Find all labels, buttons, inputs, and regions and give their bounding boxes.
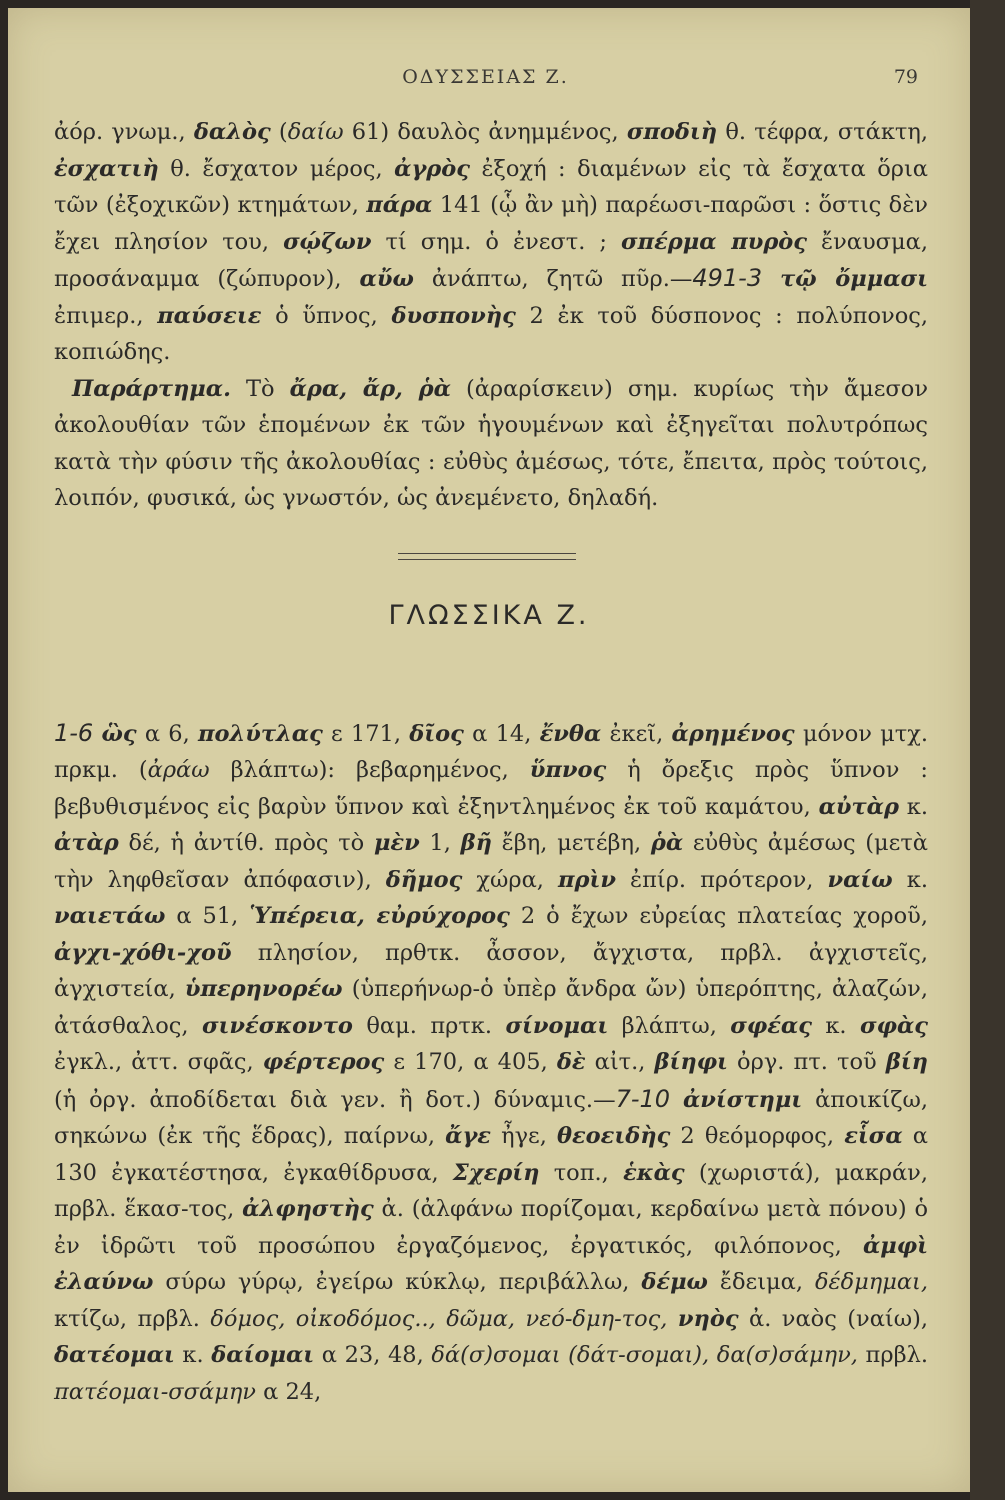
headword: σπέρμα πυρὸς — [621, 228, 807, 255]
text-run: ἔναυσμα, προσάναμμα (ζώπυρον), — [54, 228, 928, 292]
headword: σφέας — [730, 1012, 812, 1039]
headword: αὐτὰρ — [818, 793, 899, 820]
headword: ἀμφὶ ἐλαύνω — [54, 1232, 928, 1295]
headword: πρὶν — [558, 866, 616, 893]
headword: πάρα — [366, 192, 433, 218]
headword: σφὰς — [860, 1012, 928, 1039]
text-run: ἀ. ναὸς (ναίω), — [738, 1305, 929, 1332]
verse-reference: 491-3 — [692, 264, 763, 292]
headword: νηὸς — [677, 1305, 739, 1332]
verse-reference: 1-6 — [54, 718, 94, 747]
text-run: θαμ. πρτκ. — [352, 1012, 506, 1039]
headword: ἀγχι-χόθι-χοῦ — [54, 939, 232, 966]
text-run — [670, 1087, 683, 1113]
headword: δῖος — [409, 720, 464, 747]
headword: φέρτερος — [262, 1049, 385, 1075]
text-run: πλησίον, πρθτκ. ἆσσον, ἄγχιστα, πρβλ. ἀγχιστεῖς, ἀγχιστεία, — [54, 939, 928, 1002]
text-run: χώρα, — [462, 866, 559, 893]
text-run: μόνον μτχ. πρκμ. ( — [54, 720, 929, 783]
text-run: 141 (ᾧ ἂν μὴ) παρέωσι-παρῶσι : ὅστις δὲν ἔχει πλησίον του, — [54, 192, 928, 255]
commentary-text — [54, 114, 928, 517]
text-run: ε 171, — [322, 720, 410, 747]
text-run: (ἡ ὀργ. ἀποδίδεται διὰ γεν. ἢ δοτ.) δύναμις.— — [54, 1086, 616, 1113]
text-run: κτίζω, πρβλ. — [54, 1305, 211, 1332]
text-run: α 23, 48, — [314, 1342, 432, 1368]
paragraph-appendix — [54, 371, 928, 517]
text-run: ἐπιμερ., — [54, 302, 158, 329]
page-number: 79 — [893, 66, 918, 88]
headword: βῆ — [460, 830, 492, 856]
text-run: 1, — [419, 830, 461, 856]
text-run: βλάπτω): βεβαρημένος, — [209, 757, 530, 783]
text-run: ὀργ. πτ. τοῦ — [727, 1049, 886, 1075]
text-run: βλάπτω, — [608, 1012, 731, 1039]
headword: παύσειε — [157, 302, 262, 329]
page-header — [53, 66, 918, 94]
text-run: ἐξοχή : διαμένων εἰς τὰ ἔσχατα ὅρια τῶν (ἐξοχικῶν) κτημάτων, — [54, 155, 928, 218]
headword: ἄγε — [445, 1123, 491, 1149]
headword: ἀγρὸς — [394, 155, 470, 182]
text-run: α 6, — [136, 720, 198, 747]
headword: μὲν — [373, 830, 420, 856]
headword: σῴζων — [283, 228, 372, 255]
headword: δέμω — [641, 1269, 708, 1295]
text-run: (ἀραρίσκειν) σημ. κυρίως τὴν ἄμεσον ἀκολουθίαν τῶν ἑπομένων ἐκ τῶν ἡγουμένων καὶ ἐξηγεῖται πολυτρόπως κατὰ τὴν φύσιν τῆς ἀκολουθίας : εὐθὺς ἀμέσως, τότε, ἔπειτα, πρὸς τούτοις, λοιπόν, φυσικά, ὡς γνωστόν, ὡς ἀνεμένετο, δηλαδή. — [54, 375, 929, 511]
headword: τῷ ὄμμασι — [780, 266, 929, 292]
text-run: α 130 ἐγκατέστησα, ἐγκαθίδρυσα, — [54, 1123, 928, 1186]
headword: ναιετάω — [54, 903, 166, 929]
text-run: ἡ ὄρεξις πρὸς ὕπνον : βεβυθισμένος εἰς βαρὺν ὕπνον καὶ ἐξηντλημένος ἐκ τοῦ καμάτου, — [54, 757, 928, 820]
text-run: τοπ., — [539, 1159, 624, 1186]
text-run: 2 ὁ ἔχων εὐρείας πλατείας χοροῦ, — [509, 903, 928, 929]
text-run: (ὑπερήνωρ-ὁ ὑπὲρ ἄνδρα ὤν) ὑπερόπτης, ἀλαζών, ἀτάσθαλος, — [54, 976, 928, 1039]
headword: ὣς — [101, 720, 137, 747]
text-run: θ. ἔσχατον μέρος, — [158, 155, 395, 182]
headword: δὲ — [556, 1049, 586, 1075]
italic-term: πατέομαι-σσάμην — [54, 1378, 256, 1405]
text-run: ἀποικίζω, σηκώνω (ἐκ τῆς ἕδρας), παίρνω, — [54, 1086, 929, 1149]
text-run: θ. τέφρα, στάκτη, — [717, 119, 928, 145]
paragraph — [54, 114, 928, 371]
headword: βίη — [885, 1049, 928, 1075]
text-run: 2 ἐκ τοῦ δύσπονος : πολύπονος, κοπιώδης. — [54, 302, 928, 365]
text-run: κ. — [811, 1012, 861, 1039]
headword: θεοειδὴς — [556, 1123, 671, 1149]
text-run: ὁ ὕπνος, — [261, 302, 392, 329]
headword: ναίω — [827, 866, 893, 893]
text-run: ἔβη, μετέβη, — [491, 830, 651, 856]
text-run: κ. — [898, 793, 928, 820]
section-title: ΓΛΩΣΣΙΚΑ Ζ. — [388, 600, 590, 631]
headword: ἀτὰρ — [54, 830, 119, 856]
text-run: ἀνάπτω, ζητῶ πῦρ.— — [413, 266, 693, 292]
headword: ἔνθα — [539, 720, 602, 747]
text-run: εὐθὺς ἀμέσως (μετὰ τὴν ληφθεῖσαν ἀπόφασιν), — [54, 830, 928, 893]
text-run: ἐκεῖ, — [601, 720, 672, 747]
text-run: ἐπίρ. πρότερον, — [615, 866, 828, 893]
text-run: τί σημ. ὁ ἐνεστ. ; — [371, 228, 622, 255]
headword: ἑκὰς — [623, 1159, 685, 1186]
text-run: α 14, — [463, 720, 540, 747]
headword: ἐσχατιὴ — [54, 155, 159, 182]
text-run: Τὸ — [230, 375, 290, 402]
headword: δαίομαι — [211, 1342, 315, 1368]
text-run: δέ, ἡ ἀντίθ. πρὸς τὸ — [118, 830, 374, 856]
page-edge — [970, 0, 1005, 1500]
text-run: κ. — [174, 1342, 212, 1368]
headword: ἀνίστημι — [682, 1086, 803, 1113]
double-rule-divider — [8, 553, 970, 565]
italic-term: δέδμημαι, — [814, 1269, 929, 1295]
italic-term: δόμος, οἰκοδόμος.., δῶμα, νεό-δμη-τος, — [210, 1305, 668, 1332]
italic-term: δά(σ)σομαι (δάτ-σομαι), δα(σ)σάμην, — [431, 1342, 858, 1368]
headword: Ὑπέρεια, εὐρύχορος — [249, 903, 510, 929]
text-run: 2 θεόμορφος, — [670, 1123, 845, 1149]
headword: σινέσκοντο — [201, 1012, 353, 1039]
headword: δῆμος — [385, 866, 463, 893]
italic-term: ἀράω — [147, 757, 210, 783]
text-run: ἔδειμα, — [707, 1269, 815, 1295]
text-run: ἦγε, — [490, 1123, 557, 1149]
headword: ὑπερηνορέω — [184, 976, 343, 1002]
text-run: α 24, — [255, 1378, 322, 1405]
headword: βίηφι — [654, 1049, 728, 1075]
text-run: α 51, — [165, 903, 250, 929]
rule-line — [398, 553, 576, 554]
headword: αὔω — [359, 266, 414, 292]
text-run: ( — [270, 119, 288, 145]
glossary-text — [54, 692, 928, 1433]
headword: ἀρημένος — [671, 720, 795, 747]
paragraph — [54, 715, 928, 1411]
headword: ἄρα, ἄρ, ῥὰ — [289, 375, 451, 402]
text-run: αἰτ., — [585, 1049, 655, 1075]
rule-line — [398, 559, 576, 560]
headword: Παράρτημα. — [72, 375, 231, 402]
text-run — [762, 266, 780, 292]
headword: σποδιὴ — [626, 119, 718, 145]
italic-term: δαίω — [287, 119, 344, 145]
text-run: σύρω γύρῳ, ἐγείρω κύκλῳ, περιβάλλω, — [153, 1269, 642, 1295]
text-run: ἐγκλ., ἀττ. σφᾶς, — [54, 1049, 263, 1075]
text-run: κ. — [892, 866, 928, 893]
text-run: ε 170, α 405, — [384, 1049, 557, 1075]
headword: δυσπονὴς — [391, 302, 516, 329]
headword: ἀλφηστὴς — [242, 1196, 374, 1222]
headword: δατέομαι — [54, 1342, 175, 1368]
headword: εἷσα — [844, 1123, 903, 1149]
headword: ῥὰ — [650, 830, 684, 856]
text-run — [667, 1306, 677, 1332]
text-run: ἀόρ. γνωμ., — [54, 119, 194, 145]
book-page — [8, 8, 970, 1492]
verse-reference: 7-10 — [615, 1084, 671, 1113]
text-run: (χωριστά), μακράν, πρβλ. ἕκασ-τος, — [54, 1159, 929, 1222]
text-run: 61) δαυλὸς ἀνημμένος, — [343, 119, 627, 145]
headword: ὕπνος — [529, 757, 607, 783]
text-run: ἀ. (ἀλφάνω πορίζομαι, κερδαίνω μετὰ πόνου) ὁ ἐν ἱδρῶτι τοῦ προσώπου ἐργαζόμενος, ἐργατικός, φιλόπονος, — [54, 1196, 928, 1259]
text-run: πρβλ. — [857, 1342, 928, 1368]
headword: Σχερίη — [452, 1159, 540, 1186]
headword: πολύτλας — [197, 720, 323, 747]
headword: δαλὸς — [193, 119, 271, 145]
running-title: ΟΔΥΣΣΕΙΑΣ Ζ. — [402, 66, 569, 88]
headword: σίνομαι — [505, 1012, 609, 1039]
